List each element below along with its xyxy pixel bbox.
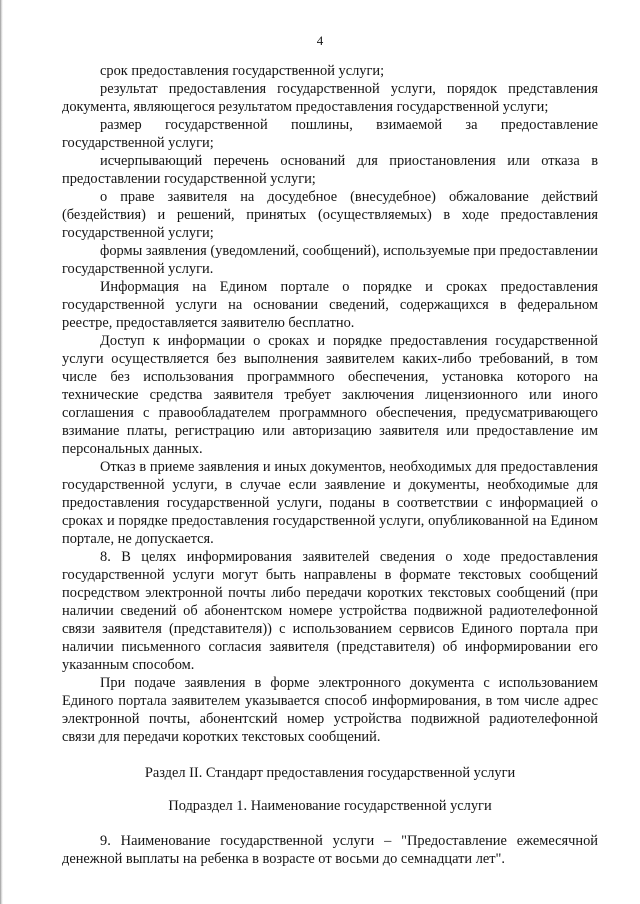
paragraph-application-forms: формы заявления (уведомлений, сообщений), используемые при предоставлении государственной услуги. [62, 243, 598, 277]
section-heading: Раздел II. Стандарт предоставления государственной услуги [144, 765, 516, 781]
paragraph-appeal-right: о праве заявителя на досудебное (внесудебное) обжалование действий (бездействия) и решений, принятых (осуществляемых) в ходе предоставления государственной услуги; [62, 189, 598, 241]
paragraph-refusal-grounds: исчерпывающий перечень оснований для приостановления или отказа в предоставлении государственной услуги; [62, 153, 598, 187]
paragraph-9-service-name: 9. Наименование государственной услуги – "Предоставление ежемесячной денежной выплаты на ребенка в возрасте от восьми до семнадцати лет". [62, 833, 598, 867]
paragraph-8-notifications: 8. В целях информирования заявителей сведения о ходе предоставления государственной услуги могут быть направлены в формате текстовых сообщений посредством электронной почты либо передачи коротких текстовых сообщений (при наличии сведений об абонентском номере устройства подвижной радиотелефонной связи заявителя (представителя)) с использованием сервисов Единого портала при наличии письменного согласия заявителя (представителя) об информировании его указанным способом. [62, 549, 598, 673]
paragraph-portal-info: Информация на Едином портале о порядке и сроках предоставления государственной услуги на основании сведений, содержащихся в федеральном реестре, предоставляется заявителю бесплатно. [62, 279, 598, 331]
paragraph-service-term: срок предоставления государственной услуги; [100, 63, 385, 79]
paragraph-notification-method: При подаче заявления в форме электронного документа с использованием Единого портала заявителем указывается способ информирования, в том числе адрес электронной почты, абонентский номер устройства подвижной радиотелефонной связи для передачи коротких текстовых сообщений. [62, 675, 598, 745]
paragraph-service-result: результат предоставления государственной услуги, порядок представления документа, являющегося результатом предоставления государственной услуги; [62, 81, 598, 115]
paragraph-refusal-not-allowed: Отказ в приеме заявления и иных документов, необходимых для предоставления государственной услуги, в случае если заявление и документы, необходимые для предоставления государственной услуги, поданы в соответствии с информацией о сроках и порядке предоставления государственной услуги, опубликованной на Едином портале, не допускается. [62, 459, 598, 547]
scan-edge [0, 0, 3, 904]
paragraph-state-fee: размер государственной пошлины, взимаемой за предоставление государственной услуги; [62, 117, 598, 151]
document-body [62, 62, 598, 868]
paragraph-info-access: Доступ к информации о сроках и порядке предоставления государственной услуги осуществляется без выполнения заявителем каких-либо требований, в том числе без использования программного обеспечения, установка которого на технические средства заявителя требует заключения лицензионного или иного соглашения с правообладателем программного обеспечения, предусматривающего взимание платы, регистрацию или авторизацию заявителя или предоставление им персональных данных. [62, 333, 598, 457]
subsection-heading: Подраздел 1. Наименование государственной услуги [168, 798, 492, 814]
page-number: 4 [316, 33, 324, 48]
